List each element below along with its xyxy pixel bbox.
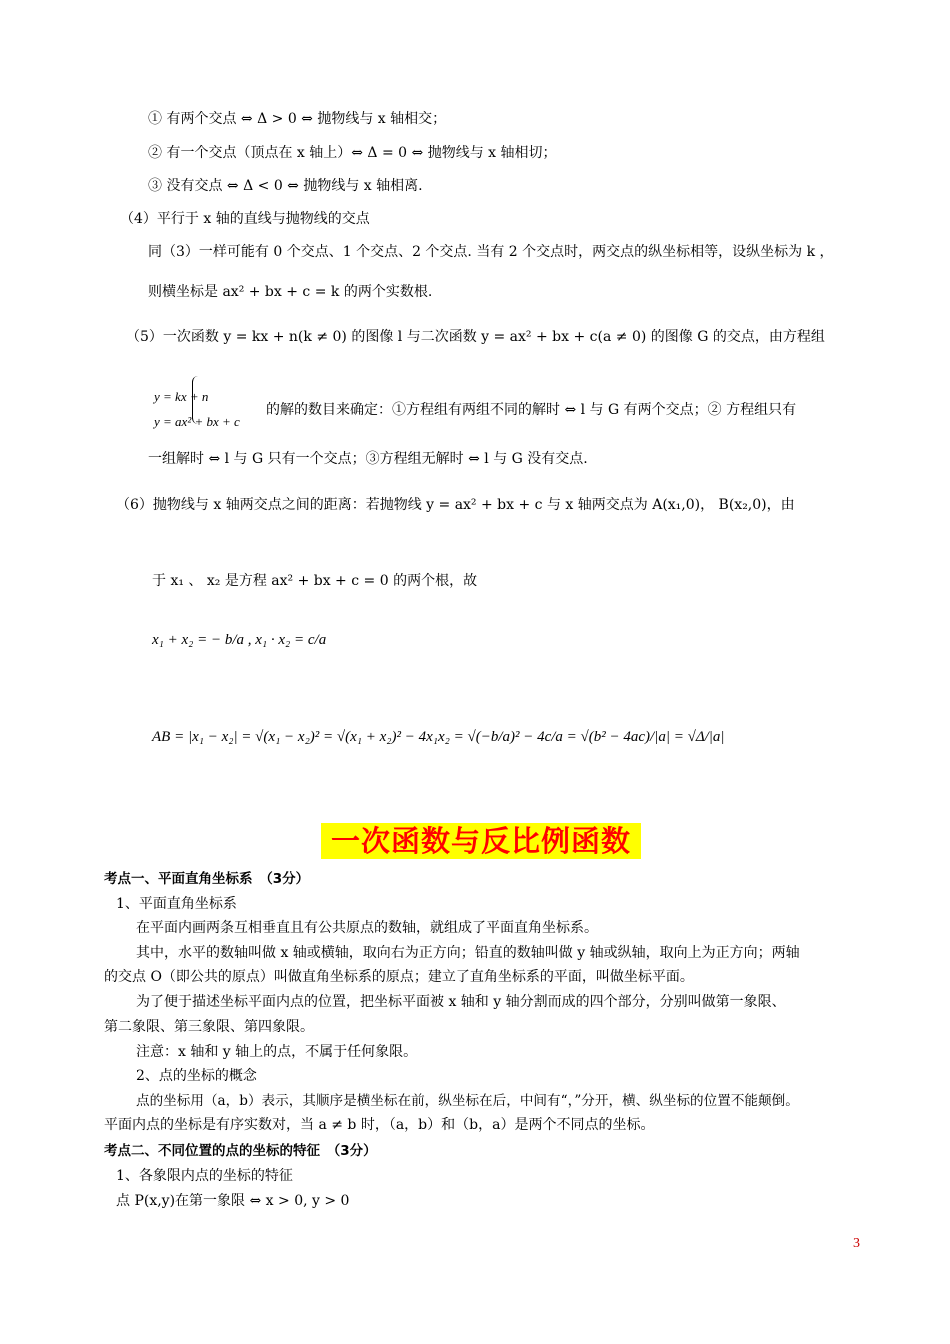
key-point-1-note: 注意：x 轴和 y 轴上的点，不属于任何象限。 bbox=[136, 1044, 418, 1060]
section-5-paragraph-1: （5）一次函数 y = kx + n(k ≠ 0) 的图像 l 与二次函数 y = ax² + bx + c(a ≠ 0) 的图像 G 的交点，由方程组 bbox=[126, 329, 825, 345]
section-6-paragraph-2: 于 x₁ 、 x₂ 是方程 ax² + bx + c = 0 的两个根，故 bbox=[152, 573, 478, 589]
key-point-1-subheading-2: 2、点的坐标的概念 bbox=[136, 1068, 257, 1084]
key-point-1-subheading-1: 1、平面直角坐标系 bbox=[116, 896, 237, 912]
section-4-title: （4）平行于 x 轴的直线与抛物线的交点 bbox=[120, 211, 370, 227]
key-point-1-paragraph-2a: 其中，水平的数轴叫做 x 轴或横轴，取向右为正方向；铅直的数轴叫做 y 轴或纵轴，取向上为正方向；两轴 bbox=[136, 945, 800, 961]
item-one-intersection: ② 有一个交点（顶点在 x 轴上）⇔ Δ = 0 ⇔ 抛物线与 x 轴相切； bbox=[148, 145, 557, 161]
key-point-2-heading: 考点二、不同位置的点的坐标的特征 （3分） bbox=[104, 1143, 377, 1159]
vieta-formula: x₁ + x₂ = − b/a , x₁ · x₂ = c/a bbox=[152, 632, 327, 648]
key-point-1-paragraph-4a: 点的坐标用（a，b）表示，其顺序是横坐标在前，纵坐标在后，中间有“，”分开，横、纵坐标的位置不能颠倒。 bbox=[136, 1093, 799, 1109]
section-5-paragraph-2: 的解的数目来确定：①方程组有两组不同的解时 ⇔ l 与 G 有两个交点；② 方程组只有 bbox=[266, 402, 797, 418]
system-equation-1: y = kx + n bbox=[154, 389, 209, 404]
item-no-intersection: ③ 没有交点 ⇔ Δ < 0 ⇔ 抛物线与 x 轴相离. bbox=[148, 178, 423, 194]
section-title: 一次函数与反比例函数 bbox=[330, 824, 631, 858]
key-point-1-paragraph-1: 在平面内画两条互相垂直且有公共原点的数轴，就组成了平面直角坐标系。 bbox=[136, 920, 598, 936]
section-4-paragraph-2: 则横坐标是 ax² + bx + c = k 的两个实数根. bbox=[148, 284, 433, 300]
key-point-1-paragraph-3b: 第二象限、第三象限、第四象限。 bbox=[104, 1019, 314, 1035]
section-4-paragraph-1: 同（3）一样可能有 0 个交点、1 个交点、2 个交点. 当有 2 个交点时，两交点的纵坐标相等，设纵坐标为 k ， bbox=[148, 244, 834, 260]
item-two-intersections: ① 有两个交点 ⇔ Δ > 0 ⇔ 抛物线与 x 轴相交； bbox=[148, 111, 447, 127]
key-point-2-subheading-1: 1、各象限内点的坐标的特征 bbox=[116, 1168, 293, 1184]
key-point-1-paragraph-2b: 的交点 O（即公共的原点）叫做直角坐标系的原点；建立了直角坐标系的平面，叫做坐标平面。 bbox=[104, 969, 694, 985]
distance-formula: AB = |x₁ − x₂| = √(x₁ − x₂)² = √(x₁ + x₂)² − 4x₁x₂ = √(−b/a)² − 4c/a = √(b² − 4ac)/|a| = √Δ/|a| bbox=[152, 729, 725, 745]
page-number: 3 bbox=[853, 1236, 860, 1251]
system-equation-2: y = ax² + bx + c bbox=[154, 414, 240, 429]
section-6-paragraph-1: （6）抛物线与 x 轴两交点之间的距离：若抛物线 y = ax² + bx + c 与 x 轴两交点为 A(x₁,0)， B(x₂,0)，由 bbox=[116, 497, 795, 513]
key-point-1-paragraph-4b: 平面内点的坐标是有序实数对，当 a ≠ b 时，（a，b）和（b，a）是两个不同点的坐标。 bbox=[104, 1117, 655, 1133]
key-point-2-paragraph-1: 点 P(x,y)在第一象限 ⇔ x > 0, y > 0 bbox=[116, 1193, 350, 1209]
key-point-1-paragraph-3a: 为了便于描述坐标平面内点的位置，把坐标平面被 x 轴和 y 轴分割而成的四个部分，分别叫做第一象限、 bbox=[136, 994, 786, 1010]
key-point-1-heading: 考点一、平面直角坐标系 （3分） bbox=[104, 871, 310, 887]
section-5-paragraph-3: 一组解时 ⇔ l 与 G 只有一个交点；③方程组无解时 ⇔ l 与 G 没有交点. bbox=[148, 451, 588, 467]
